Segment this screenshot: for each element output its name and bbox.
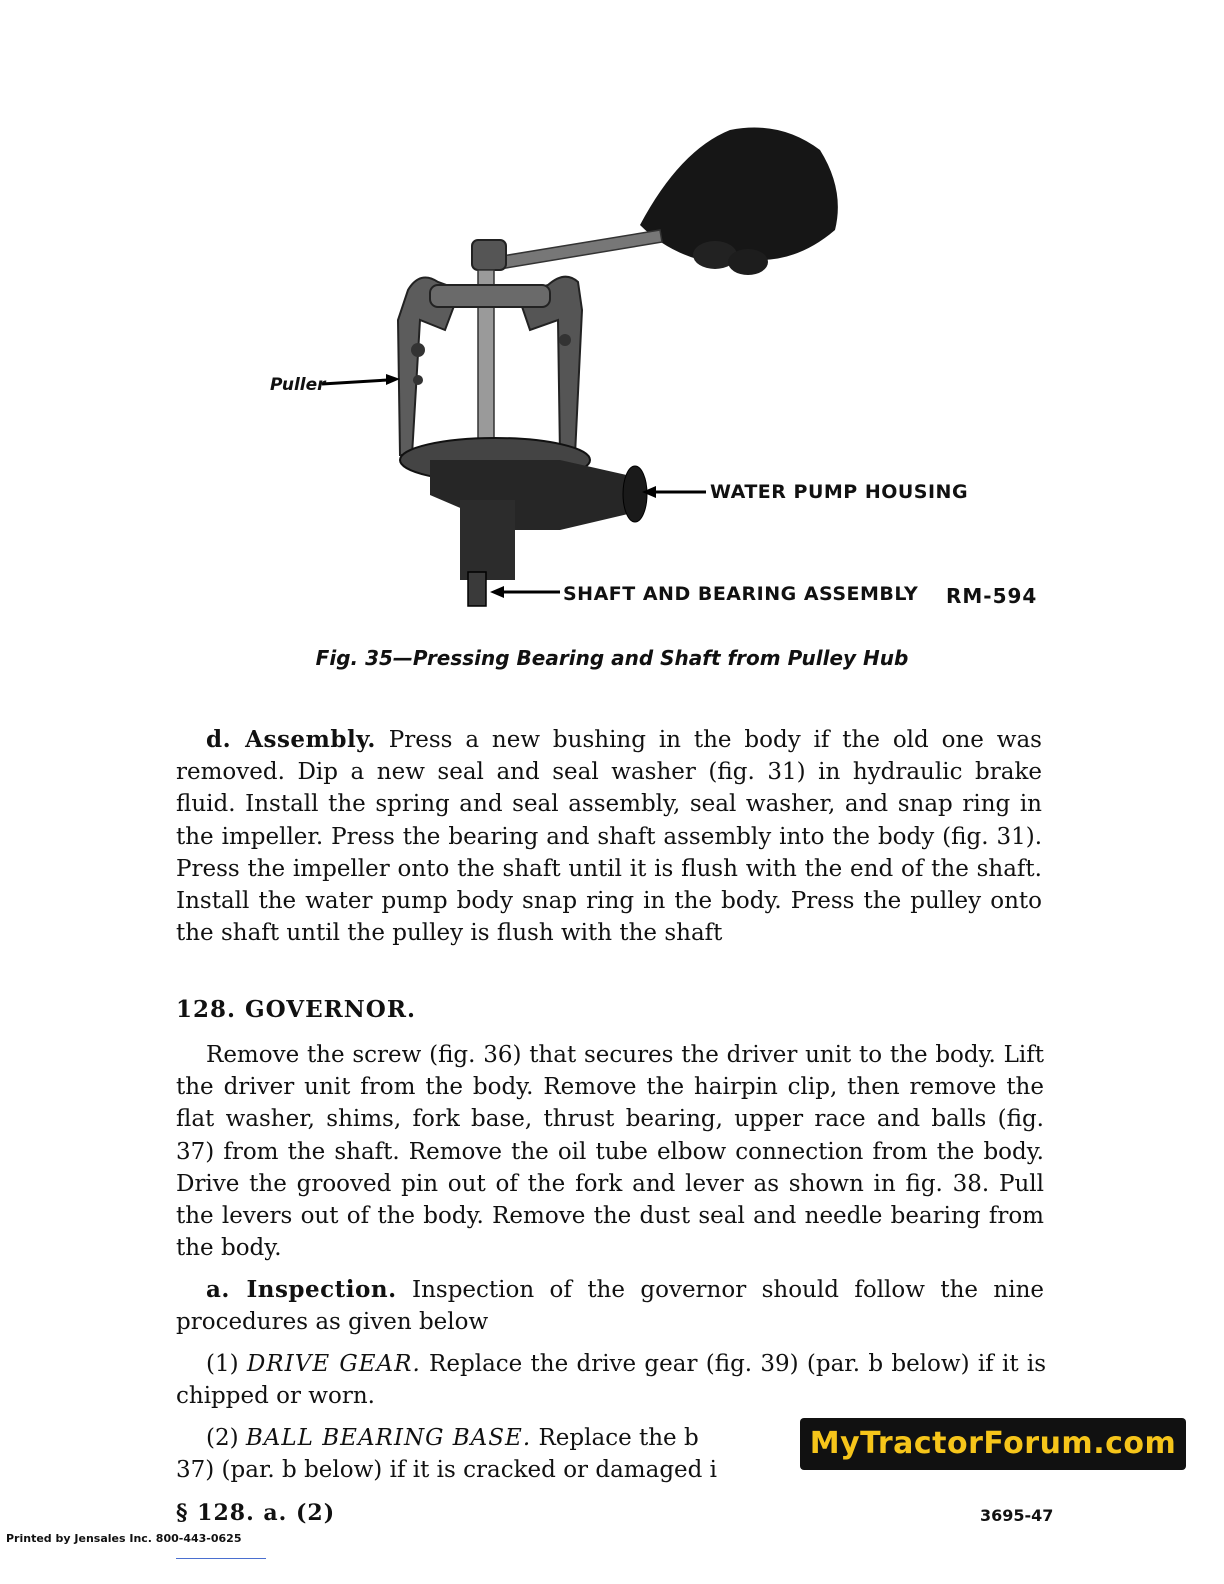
figure-caption: Fig. 35—Pressing Bearing and Shaft from Pulley Hub <box>315 646 909 670</box>
figure-code: RM-594 <box>946 584 1038 608</box>
inspection-lead: a. Inspection. <box>206 1276 397 1303</box>
printer-rule <box>176 1558 266 1559</box>
puller-leader <box>322 380 388 384</box>
item2-title: BALL BEARING BASE. <box>245 1425 532 1451</box>
item2-line2: 37) (par. b below) if it is cracked or damaged i <box>176 1457 718 1484</box>
paragraph-assembly <box>176 724 1042 949</box>
hand-shape <box>640 128 838 266</box>
section-heading-governor: 128. GOVERNOR. <box>176 996 416 1023</box>
label-water-pump-housing: WATER PUMP HOUSING <box>710 481 969 503</box>
paragraph-ball-bearing-base <box>176 1422 796 1486</box>
watermark-badge <box>800 1418 1186 1470</box>
shaft-end <box>468 572 486 606</box>
governor-text: Remove the screw (fig. 36) that secures the driver unit to the body. Lift the driver unit from the body. Remove the hairpin clip, then remove the flat washer, shims, fork base, thrust bearing, upper race and balls (fig. 37) from the shaft. Remove the oil tube elbow connection from the body. Drive the grooved pin out of the fork and lever as shown in fig. 38. Pull the levers out of the body. Remove the dust seal and needle bearing from the body. <box>176 1042 1044 1262</box>
item2-text: Replace the b <box>531 1425 699 1451</box>
paragraph-inspection <box>176 1274 1044 1338</box>
printer-credit: Printed by Jensales Inc. 800-443-0625 <box>6 1532 242 1545</box>
assembly-text: Press a new bushing in the body if the old one was removed. Dip a new seal and seal washer (fig. 31) in hydraulic brake fluid. Install the spring and seal assembly, seal washer, and snap ring in the impeller. Press the bearing and shaft assembly into the body (fig. 31). Press the impeller onto the shaft until it is flush with the end of the shaft. Install the water pump body snap ring in the body. Press the pulley onto the shaft until the pulley is flush with the shaft <box>176 727 1042 947</box>
item2-num: (2) <box>206 1425 246 1451</box>
label-shaft-bearing-assembly: SHAFT AND BEARING ASSEMBLY <box>563 583 919 605</box>
section-reference: § 128. a. (2) <box>176 1500 336 1526</box>
inspection-text: Inspection of the governor should follow the nine procedures as given below <box>176 1277 1044 1336</box>
page-number: 3695-47 <box>980 1506 1054 1525</box>
figure-35-illustration <box>260 110 1060 620</box>
assembly-lead: d. Assembly. <box>206 726 376 753</box>
paragraph-governor <box>176 1039 1044 1264</box>
label-puller: Puller <box>270 375 326 395</box>
item1-num: (1) <box>206 1351 247 1377</box>
watermark-text: MyTractorForum.com <box>809 1426 1177 1461</box>
paragraph-drive-gear <box>176 1348 1046 1412</box>
housing-neck <box>460 500 515 580</box>
item1-text: Replace the drive gear (fig. 39) (par. b below) if it is chipped or worn. <box>176 1351 1046 1410</box>
item1-title: DRIVE GEAR. <box>246 1351 421 1377</box>
